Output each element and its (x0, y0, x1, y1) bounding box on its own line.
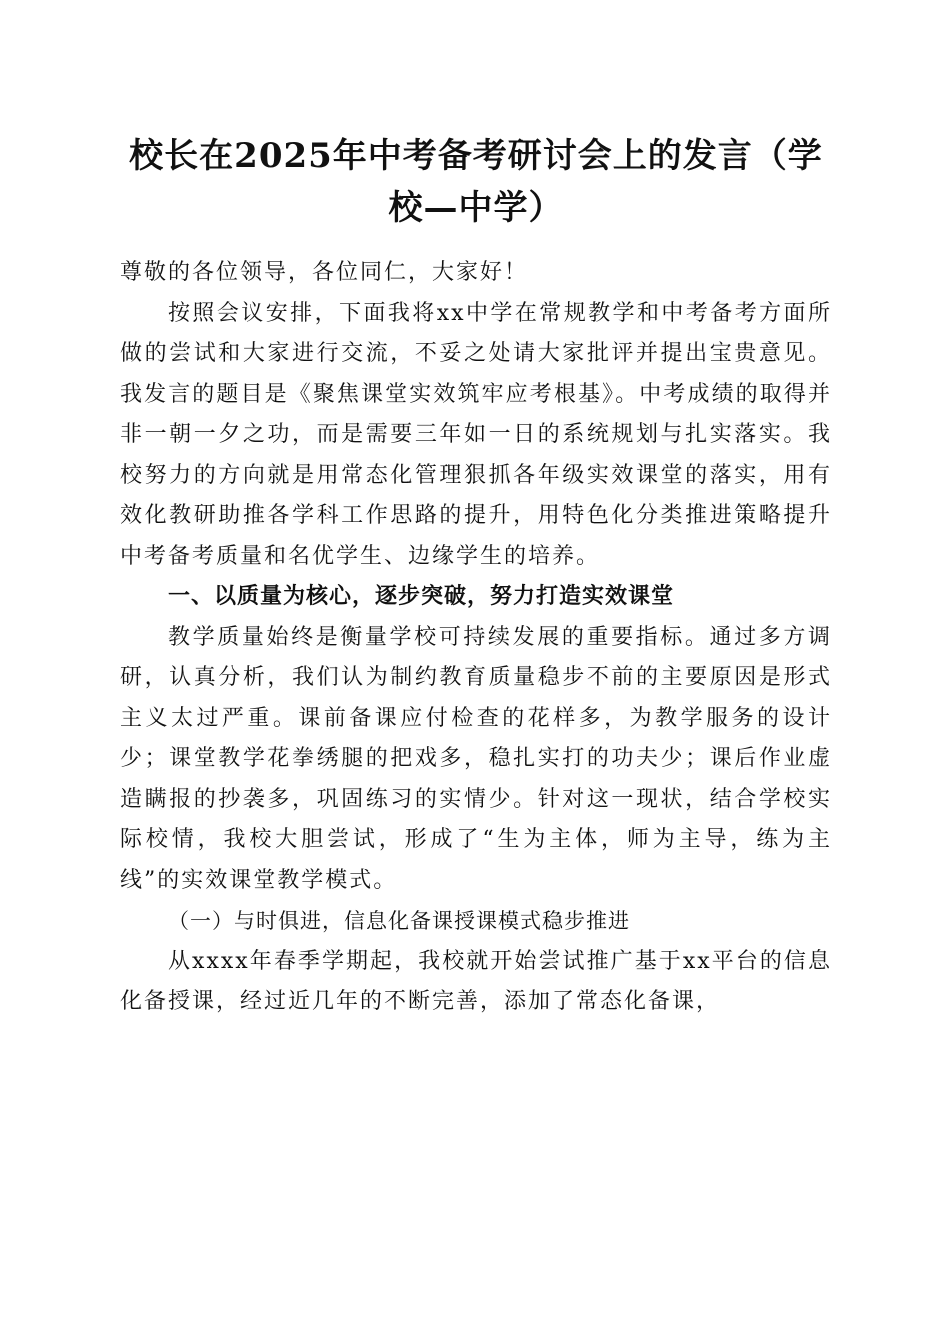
greeting: 尊敬的各位领导，各位同仁，大家好！ (120, 260, 529, 285)
section-1-paragraph: 教学质量始终是衡量学校可持续发展的重要指标。通过多方调研，认真分析，我们认为制约教育质量稳步不前的主要原因是形式主义太过严重。课前备课应付检查的花样多，为教学服务的设计少；课堂教学花拳绣腿的把戏多，稳扎实打的功夫少；课后作业虚造瞒报的抄袭多，巩固练习的实情少。针对这一现状，结合学校实际校情，我校大胆尝试，形成了“生为主体，师为主导，练为主线”的实效课堂教学模式。 (120, 624, 832, 893)
intro-paragraph: 按照会议安排，下面我将xx中学在常规教学和中考备考方面所做的尝试和大家进行交流，不妥之处请大家批评并提出宝贵意见。我发言的题目是《聚焦课堂实效筑牢应考根基》。中考成绩的取得并非一朝一夕之功，而是需要三年如一日的系统规划与扎实落实。我校努力的方向就是用常态化管理狠抓各年级实效课堂的落实，用有效化教研助推各学科工作思路的提升，用特色化分类推进策略提升中考备考质量和名优学生、边缘学生的培养。 (120, 300, 832, 569)
subsection-1-paragraph: 从xxxx年春季学期起，我校就开始尝试推广基于xx平台的信息化备授课，经过近几年的不断完善，添加了常态化备课， (120, 948, 832, 1014)
document-body (120, 253, 832, 1023)
section-heading-1: 一、以质量为核心，逐步突破，努力打造实效课堂 (168, 584, 675, 609)
subsection-heading-1: （一）与时俱进，信息化备课授课模式稳步推进 (168, 909, 630, 933)
document-title: 校长在2025年中考备考研讨会上的发言（学校—中学） (129, 136, 823, 228)
